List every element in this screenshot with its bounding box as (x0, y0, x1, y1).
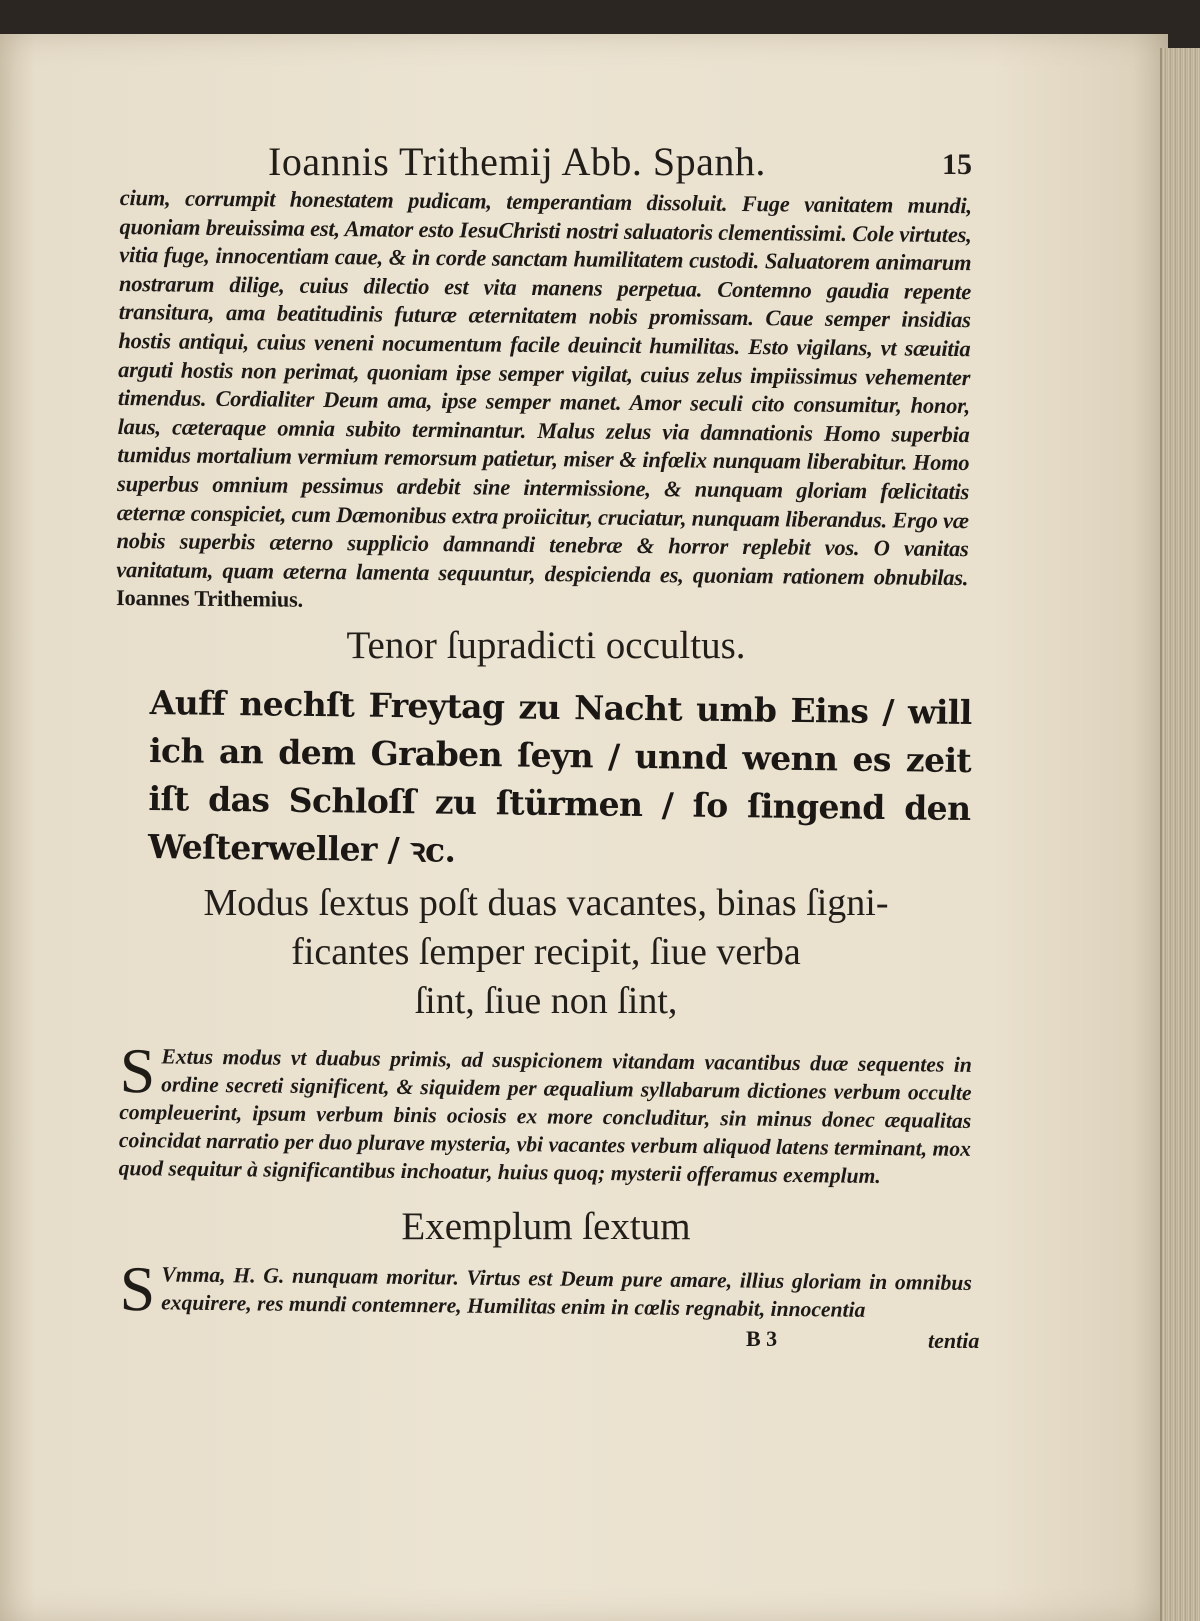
hidden-message: Auff nechſt Freytag zu Nacht umb Eins / will ich an dem Graben ſeyn / unnd wenn es zeit iſt das Schloſſ zu ſtürmen / ſo ſingend den Weſterweller / ꝛc. (147, 682, 972, 870)
page-number: 15 (942, 148, 972, 181)
page-footer (120, 1320, 980, 1360)
letter-text-block (116, 184, 972, 621)
signature-mark: B 3 (746, 1325, 778, 1351)
modus-paragraph (118, 1034, 972, 1191)
modus-heading-line-2: ficantes ſemper recipit, ſiue verba (291, 930, 801, 973)
catchword: tentia (928, 1327, 980, 1353)
example-paragraph (119, 1252, 972, 1325)
modus-paragraph-text: Extus modus vt duabus primis, ad suspicionem vitandam vacantibus duæ sequentes in ordine secreti significent, & siquidem per æqualium syllabarum dictiones verbum occulte compleuerint, ipsum verbum binis ociosis ex more concluditur, sin minus donec æqualitas coincidat narratio per duo plurave mysteria, vbi vacantes verbum aliquod latens terminant, mox quod sequitur à significantibus inchoatur, huius quoq; mysterii offeramus exemplum. (118, 1044, 972, 1188)
page-content (115, 120, 980, 1360)
modus-heading-line-3: ſint, ſiue non ſint, (414, 979, 678, 1022)
modus-heading-line-1: Modus ſextus poſt duas vacantes, binas ſigni- (203, 881, 889, 924)
tenor-heading: Tenor ſupradicti occultus. (346, 623, 746, 667)
letter-text: cium, corrumpit honestatem pudicam, temperantiam dissoluit. Fuge vanitatem mundi, quoniam breuissima est, Amator esto IesuChristi nostri saluatoris clementissimi. Cole virtutes, vitia fuge, innocentiam caue, & in corde sanctam humilitatem custodi. Saluatorem animarum nostrarum dilige, cuius dilectio est vita manens perpetua. Contemno gaudia repente transitura, ama beatitudinis futuræ æternitatem nobis promissam. Caue semper insidias hostis antiqui, cuius veneni nocumentum facile deuincit humilitas. Esto vigilans, vt sæuitia arguti hostis non perimat, quoniam ipse semper vigilat, cuius zelus impiissimus vehementer timendus. Cordialiter Deum ama, ipse semper manet. Amor seculi cito consumitur, honor, laus, cæteraque omnia subito terminantur. Malus zelus via damnationis Homo superbia tumidus mortalium vermium remorsum patietur, miser & infœlix nunquam liberabitur. Homo superbus omnium pessimus ardebit sine intermissione, & nunquam gloriam fœlicitatis æternæ conspiciet, cum Dæmonibus extra proiicitur, cruciatur, nunquam liberandus. Ergo væ nobis superbis æterno supplicio damnandi tenebræ & horror replebit vos. O vanitas vanitatum, quam æterna lamenta sequuntur, despicienda es, quoniam rationem obnubilas. (116, 184, 972, 590)
drop-cap: S (119, 1034, 156, 1107)
letter-signature: Ioannes Trithemius. (115, 585, 304, 613)
example-paragraph-text: Vmma, H. G. nunquam moritur. Virtus est Deum pure amare, illius gloriam in omnibus exquirere, res mundi contemnere, Humilitas enim in cœlis regnabit, innocentia (161, 1262, 972, 1322)
example-heading: Exemplum ſextum (401, 1204, 691, 1248)
running-title: Ioannis Trithemij Abb. Spanh. (268, 139, 766, 184)
modus-heading (120, 879, 972, 1026)
running-head (120, 120, 972, 184)
drop-cap: S (119, 1252, 156, 1325)
page-fore-edge (1160, 48, 1200, 1621)
